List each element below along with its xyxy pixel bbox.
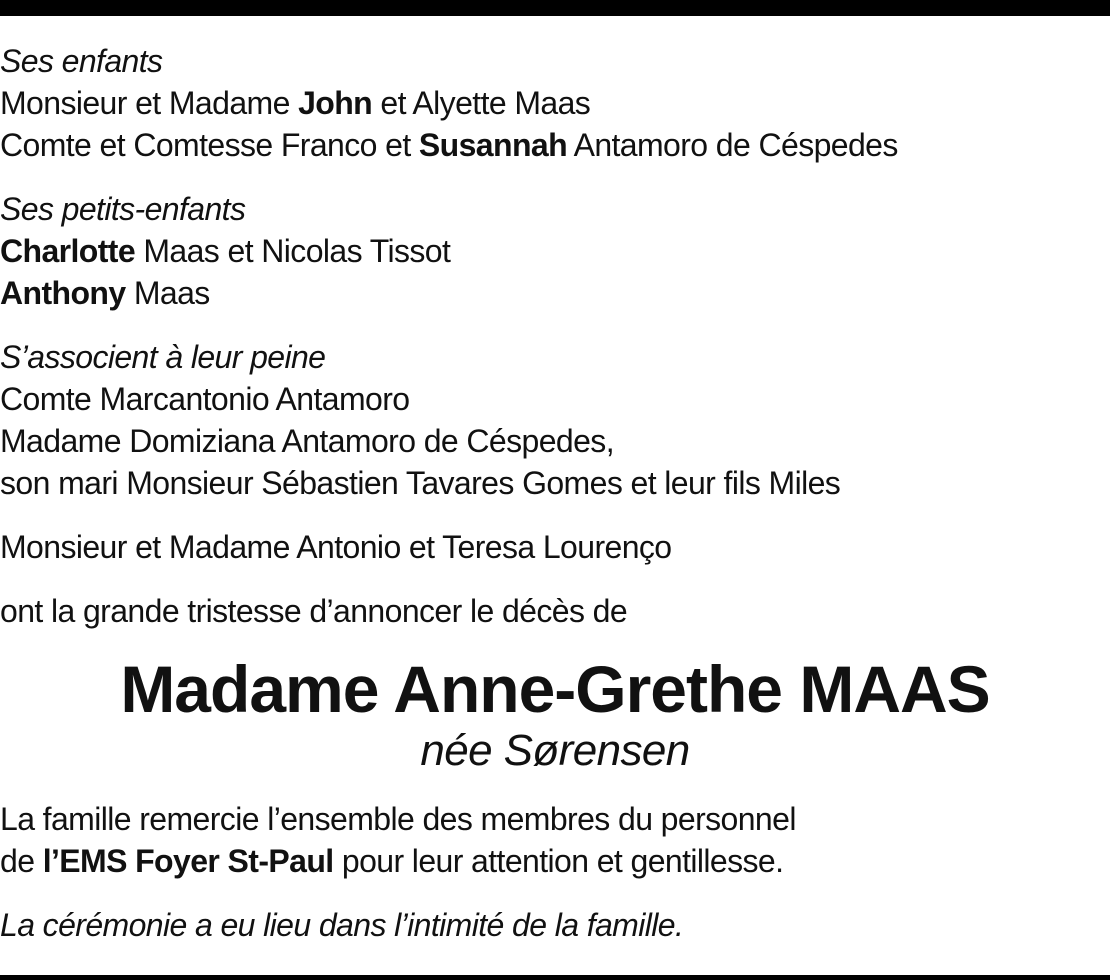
spacer [0, 568, 1110, 590]
text: Antamoro de Céspedes [567, 127, 898, 163]
children-line-1 [0, 82, 1110, 124]
spacer [0, 776, 1110, 798]
announcement-text: ont la grande tristesse d’annoncer le décès de [0, 593, 628, 629]
maiden-name: née Sørensen [420, 726, 690, 775]
text: de [0, 843, 43, 879]
first-name: John [298, 85, 373, 121]
spacer [0, 882, 1110, 904]
deceased-name: Madame Anne-Grethe MAAS [120, 652, 990, 726]
associates-line-2: Madame Domiziana Antamoro de Céspedes, [0, 423, 614, 459]
spacer [0, 314, 1110, 336]
top-rule [0, 0, 1110, 16]
text: Monsieur et Madame [0, 85, 299, 121]
associates-line-3: son mari Monsieur Sébastien Tavares Gomes et leur fils Miles [0, 465, 841, 501]
deceased-block [0, 652, 1110, 776]
first-name: Anthony [0, 275, 126, 311]
thanks-line-1: La famille remercie l’ensemble des membres du personnel [0, 801, 796, 837]
text: Comte et Comtesse Franco et [0, 127, 419, 163]
obituary-notice [0, 40, 1110, 946]
children-line-2 [0, 124, 1110, 166]
first-name: Charlotte [0, 233, 136, 269]
first-name: Susannah [418, 127, 568, 163]
grandchildren-heading: Ses petits-enfants [0, 191, 246, 227]
spacer [0, 166, 1110, 188]
text: pour leur attention et gentillesse. [333, 843, 784, 879]
institution-name: l’EMS Foyer St-Paul [42, 843, 334, 879]
associates-heading: S’associent à leur peine [0, 339, 326, 375]
thanks-line-2 [0, 840, 1110, 882]
grandchildren-line-2 [0, 272, 1110, 314]
text: Maas et Nicolas Tissot [135, 233, 451, 269]
ceremony-note: La cérémonie a eu lieu dans l’intimité de la famille. [0, 907, 684, 943]
others-line-1: Monsieur et Madame Antonio et Teresa Lourenço [0, 529, 672, 565]
bottom-rule [0, 975, 1110, 980]
text: et Alyette Maas [372, 85, 591, 121]
text: Maas [125, 275, 210, 311]
associates-line-1: Comte Marcantonio Antamoro [0, 381, 410, 417]
children-heading: Ses enfants [0, 43, 163, 79]
spacer [0, 504, 1110, 526]
grandchildren-line-1 [0, 230, 1110, 272]
